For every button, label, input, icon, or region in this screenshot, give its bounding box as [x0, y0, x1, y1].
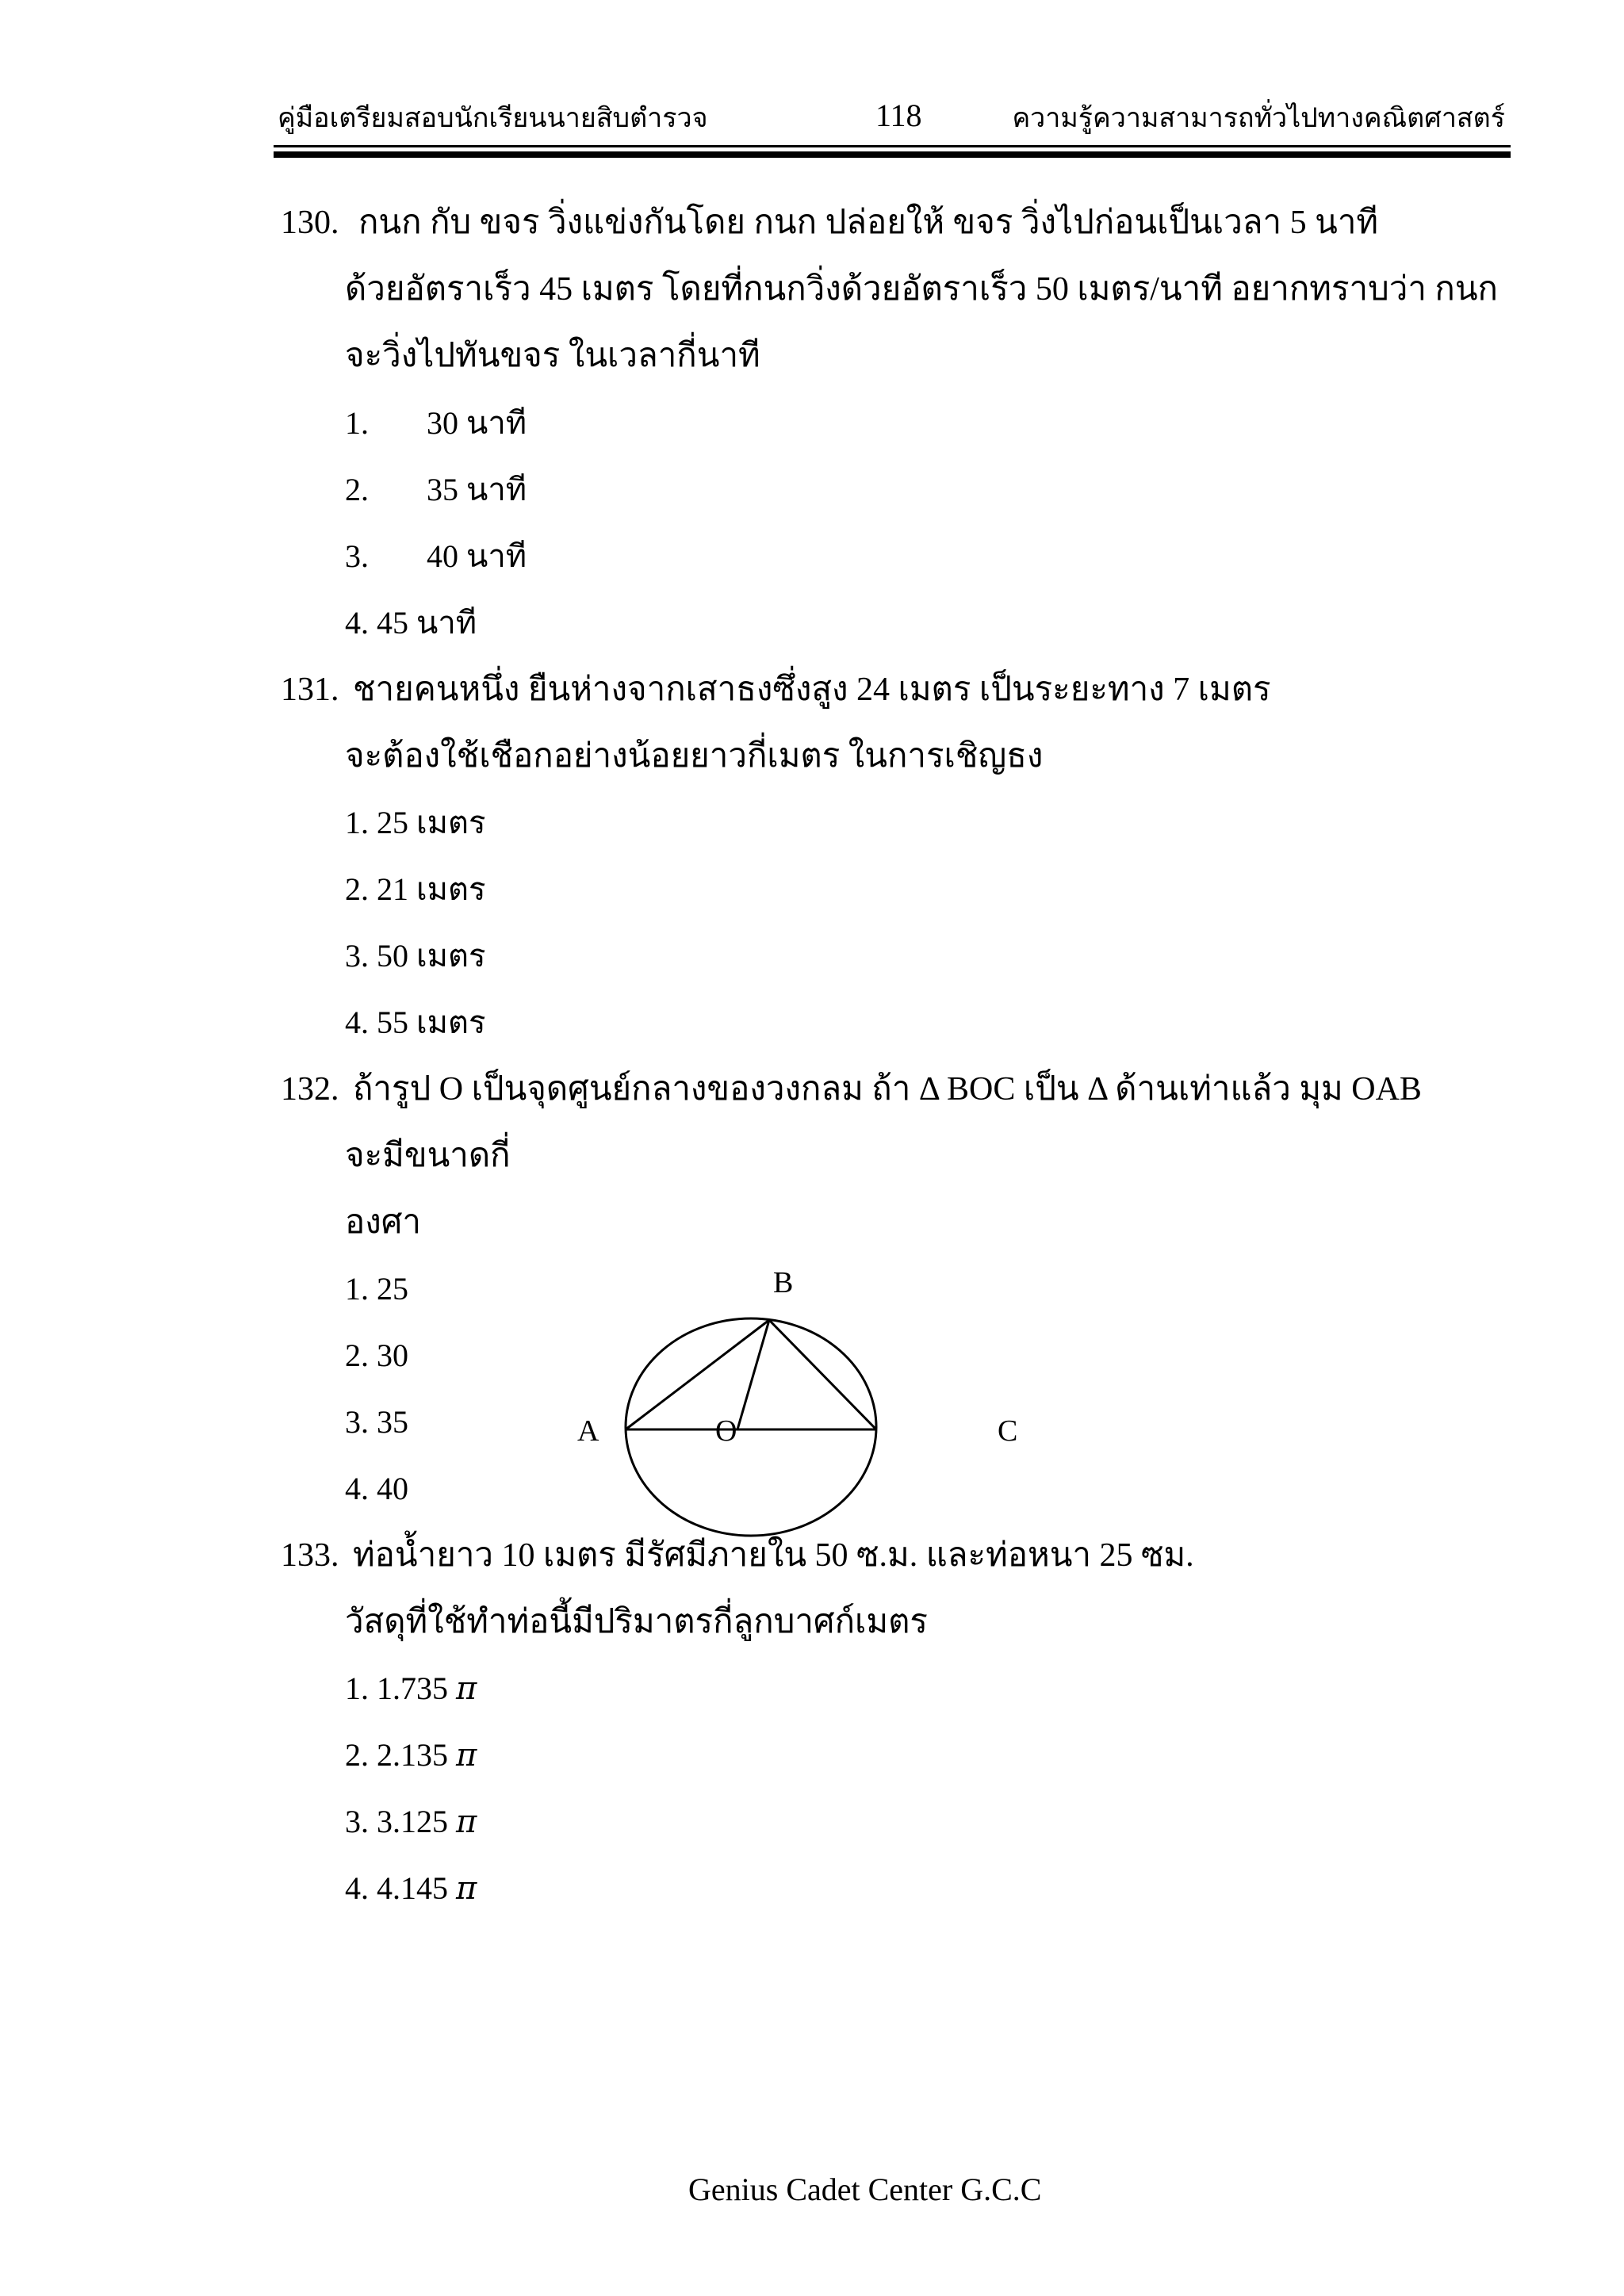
q130-line-1: กนก กับ ขจร วิ่งแข่งกันโดย กนก ปล่อยให้ ขจร วิ่งไปก่อนเป็นเวลา 5 นาที: [358, 205, 1379, 241]
header-right-title: ความรู้ความสามารถทั่วไปทางคณิตศาสตร์: [1012, 104, 1505, 133]
q130-option-2-number: 2.: [345, 472, 369, 507]
q133-option-4: [345, 1868, 477, 1909]
q131-option-1: 1. 25 เมตร: [345, 805, 486, 840]
q132-option-2: 2. 30: [345, 1337, 408, 1373]
q130-option-1-text: 30 นาที: [427, 405, 527, 441]
pi-symbol: π: [456, 1804, 477, 1840]
q133-option-2-text: 2. 2.135: [345, 1737, 448, 1773]
q132-line-3: องศา: [345, 1204, 421, 1241]
footer-text: Genius Cadet Center G.C.C: [688, 2172, 1042, 2207]
q131-line-2: จะต้องใช้เชือกอย่างน้อยยาวกี่เมตร ในการเชิญธง: [345, 738, 1044, 775]
q130-option-1-number: 1.: [345, 405, 369, 441]
label-c: C: [998, 1414, 1018, 1448]
header-rule-thick: [274, 151, 1511, 158]
q133-option-1: [345, 1668, 477, 1709]
q133-option-3: [345, 1801, 477, 1843]
q130-option-3-number: 3.: [345, 538, 369, 574]
q132-number: 132.: [281, 1071, 339, 1108]
pi-symbol: π: [456, 1870, 477, 1907]
q130-option-2-text: 35 นาที: [427, 472, 527, 507]
q130-line-3: จะวิ่งไปทันขจร ในเวลากี่นาที: [345, 338, 760, 374]
q132-option-3: 3. 35: [345, 1404, 408, 1440]
q133-option-3-text: 3. 3.125: [345, 1804, 448, 1839]
label-o: O: [715, 1414, 737, 1448]
pi-symbol: π: [456, 1670, 477, 1707]
pi-symbol: π: [456, 1737, 477, 1774]
q133-option-2: [345, 1735, 477, 1776]
q133-option-1-text: 1. 1.735: [345, 1670, 448, 1706]
q132-option-1: 1. 25: [345, 1271, 408, 1307]
q132-option-4: 4. 40: [345, 1471, 408, 1506]
q133-line-2: วัสดุที่ใช้ทำท่อนี้มีปริมาตรกี่ลูกบาศก์เมตร: [345, 1604, 928, 1640]
q131-line-1: ชายคนหนึ่ง ยืนห่างจากเสาธงซึ่งสูง 24 เมตร เป็นระยะทาง 7 เมตร: [353, 672, 1271, 708]
radius-ob: [737, 1320, 769, 1429]
q130-option-3-text: 40 นาที: [427, 538, 527, 574]
q133-option-4-text: 4. 4.145: [345, 1870, 448, 1906]
header-left-title: คู่มือเตรียมสอบนักเรียนนายสิบตำรวจ: [278, 104, 708, 133]
q130-number: 130.: [281, 205, 339, 241]
q131-number: 131.: [281, 672, 339, 708]
q131-option-2: 2. 21 เมตร: [345, 871, 486, 907]
label-b: B: [773, 1266, 794, 1299]
q133-line-1: ท่อน้ำยาว 10 เมตร มีรัศมีภายใน 50 ซ.ม. และท่อหนา 25 ซม.: [353, 1537, 1194, 1574]
q132-line-2: จะมีขนาดกี่: [345, 1138, 511, 1174]
q130-option-4: 4. 45 นาที: [345, 605, 477, 641]
page-number: 118: [875, 98, 922, 133]
chord-ab: [626, 1320, 769, 1429]
q131-option-4: 4. 55 เมตร: [345, 1004, 486, 1040]
q130-line-2: ด้วยอัตราเร็ว 45 เมตร โดยที่กนกวิ่งด้วยอัตราเร็ว 50 เมตร/นาที อยากทราบว่า กนก: [345, 271, 1498, 308]
label-a: A: [577, 1414, 599, 1448]
q132-line-1: ถ้ารูป O เป็นจุดศูนย์กลางของวงกลม ถ้า Δ BOC เป็น Δ ด้านเท่าแล้ว มุม OAB: [353, 1071, 1422, 1108]
q133-number: 133.: [281, 1537, 339, 1574]
circle-diagram: [555, 1261, 1110, 1546]
q131-option-3: 3. 50 เมตร: [345, 938, 486, 974]
circle-shape: [626, 1318, 876, 1536]
header-rule-thin: [274, 145, 1511, 147]
